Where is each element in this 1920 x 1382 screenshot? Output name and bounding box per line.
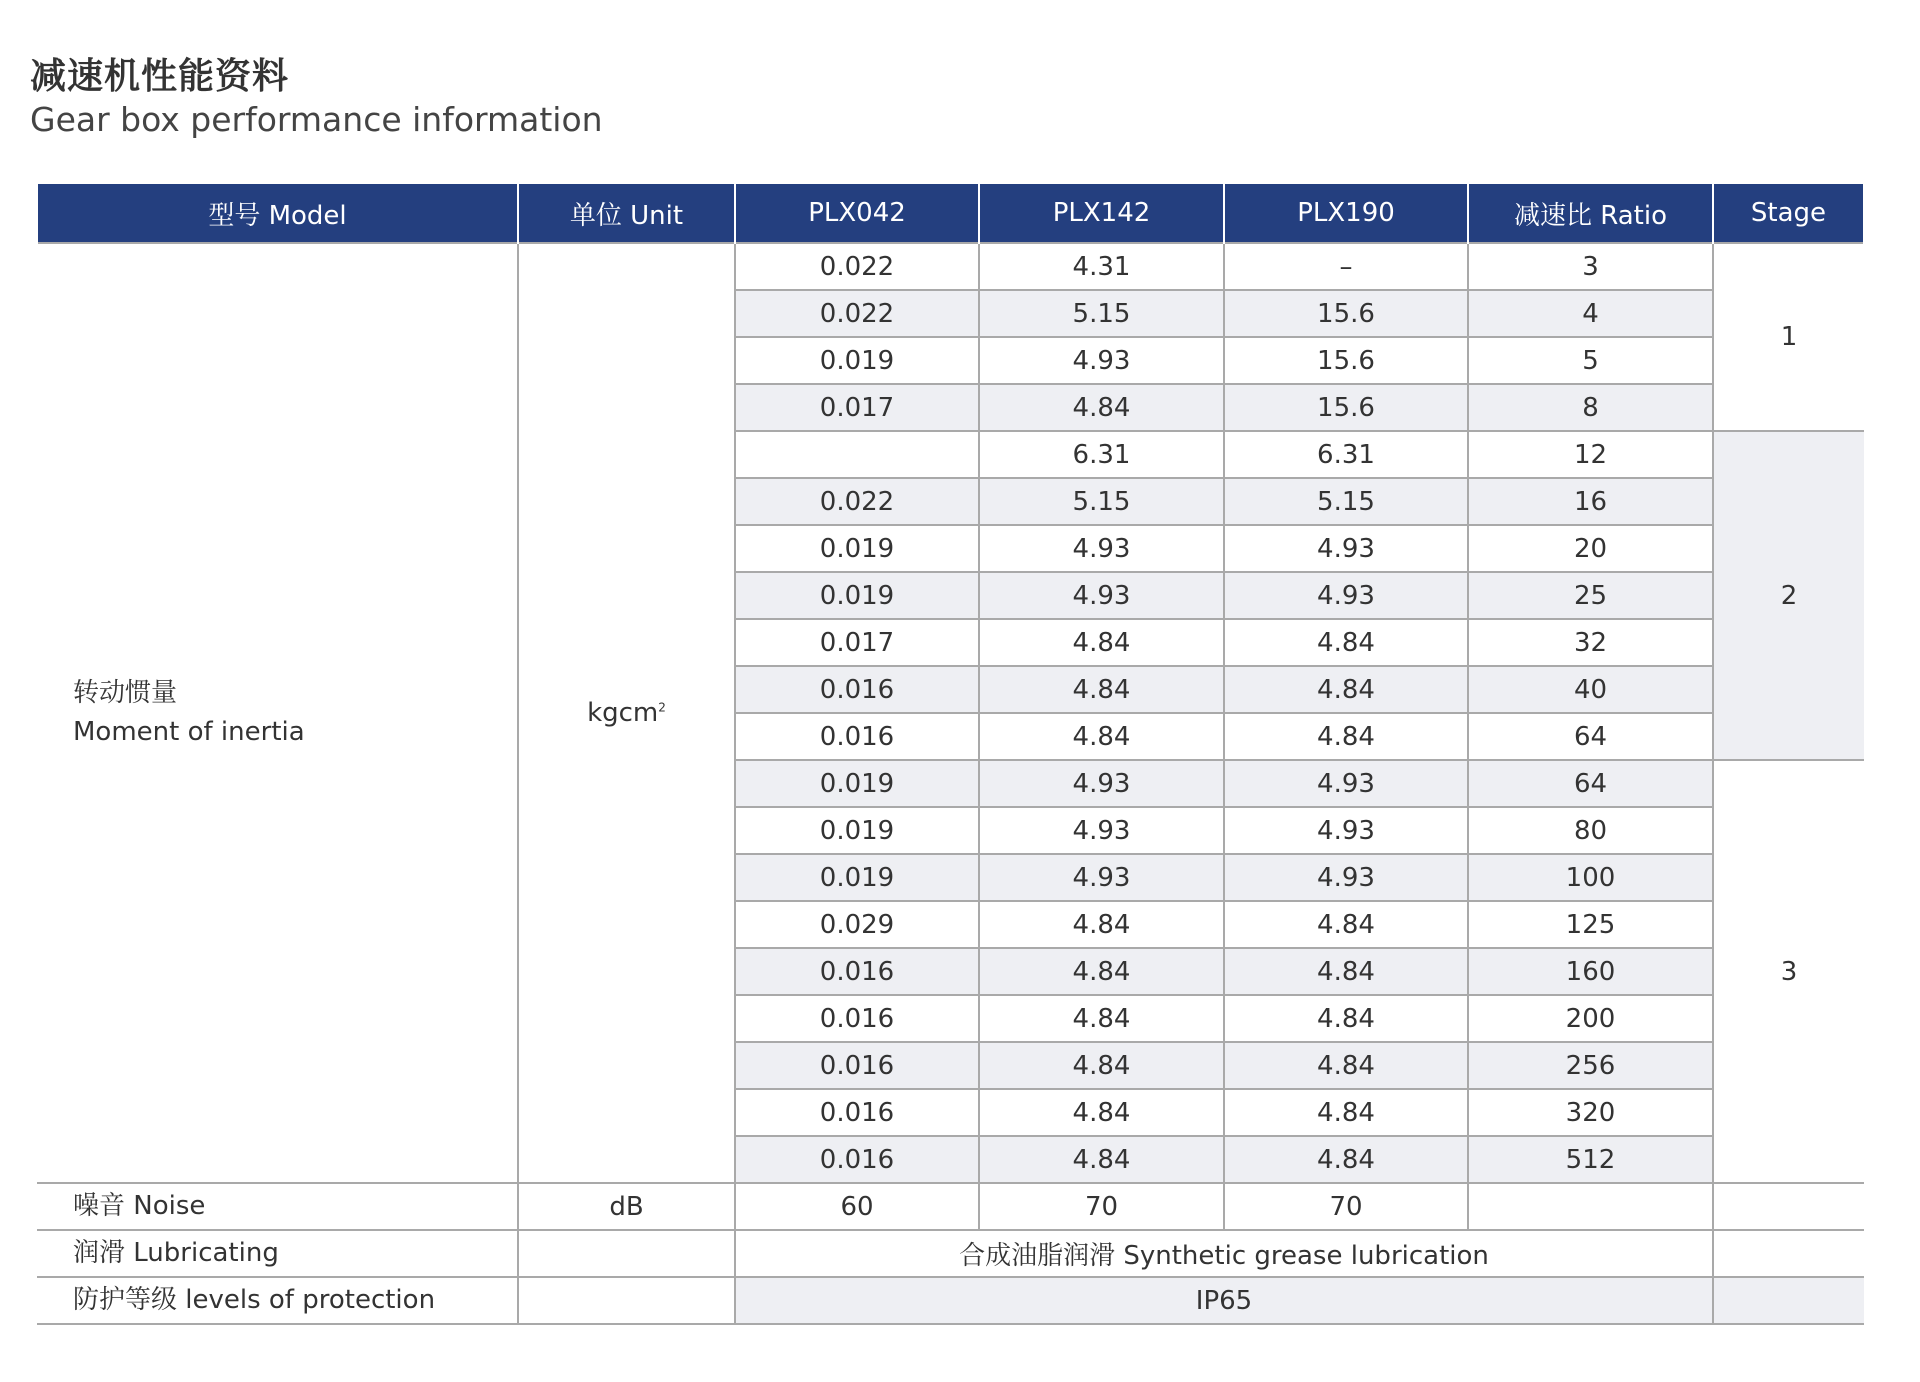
header-ratio: 减速比 Ratio <box>1468 184 1713 243</box>
cell-plx042: 0.022 <box>735 290 979 337</box>
cell-plx042: 0.016 <box>735 713 979 760</box>
cell-plx190: 4.84 <box>1224 619 1468 666</box>
cell-plx042: 0.019 <box>735 572 979 619</box>
cell-ratio: 20 <box>1468 525 1713 572</box>
cell-plx142: 4.93 <box>979 807 1224 854</box>
cell-ratio: 512 <box>1468 1136 1713 1183</box>
cell-plx042: 0.016 <box>735 995 979 1042</box>
cell-plx142: 4.84 <box>979 995 1224 1042</box>
noise-ratio-empty <box>1468 1183 1713 1230</box>
cell-ratio: 100 <box>1468 854 1713 901</box>
header-model: 型号 Model <box>37 184 518 243</box>
cell-plx190: 4.84 <box>1224 1089 1468 1136</box>
cell-plx190: 4.84 <box>1224 948 1468 995</box>
cell-ratio: 64 <box>1468 760 1713 807</box>
cell-plx190: 4.84 <box>1224 1136 1468 1183</box>
cell-plx190: 4.93 <box>1224 854 1468 901</box>
noise-plx142: 70 <box>979 1183 1224 1230</box>
cell-plx190: 4.84 <box>1224 901 1468 948</box>
cell-plx042: 0.016 <box>735 666 979 713</box>
cell-ratio: 32 <box>1468 619 1713 666</box>
cell-plx142: 4.31 <box>979 243 1224 290</box>
page-title-cn: 减速机性能资料 <box>30 56 290 97</box>
cell-plx042: 0.019 <box>735 854 979 901</box>
lubricating-row <box>37 1230 1864 1277</box>
noise-stage-empty <box>1713 1183 1864 1230</box>
cell-ratio: 125 <box>1468 901 1713 948</box>
cell-plx190: 5.15 <box>1224 478 1468 525</box>
protection-unit-empty <box>518 1277 735 1324</box>
table-header-row <box>37 184 1864 243</box>
cell-plx042: 0.016 <box>735 1136 979 1183</box>
gearbox-performance-table <box>36 184 1865 1325</box>
cell-plx190: 15.6 <box>1224 337 1468 384</box>
stage-cell: 2 <box>1713 431 1864 760</box>
cell-plx042: 0.016 <box>735 948 979 995</box>
cell-plx142: 4.93 <box>979 854 1224 901</box>
cell-ratio: 12 <box>1468 431 1713 478</box>
cell-plx042: 0.017 <box>735 619 979 666</box>
cell-plx142: 4.84 <box>979 666 1224 713</box>
cell-plx142: 4.93 <box>979 572 1224 619</box>
noise-plx042: 60 <box>735 1183 979 1230</box>
inertia-label-en: Moment of inertia <box>73 717 305 747</box>
cell-ratio: 16 <box>1468 478 1713 525</box>
cell-plx042: 0.017 <box>735 384 979 431</box>
header-plx142: PLX142 <box>979 184 1224 243</box>
cell-ratio: 320 <box>1468 1089 1713 1136</box>
cell-plx142: 4.84 <box>979 713 1224 760</box>
noise-row <box>37 1183 1864 1230</box>
inertia-label-cell <box>37 243 518 1183</box>
cell-ratio: 25 <box>1468 572 1713 619</box>
cell-plx042 <box>735 431 979 478</box>
cell-plx042: 0.019 <box>735 337 979 384</box>
cell-plx190: 4.84 <box>1224 713 1468 760</box>
cell-plx042: 0.019 <box>735 525 979 572</box>
protection-row <box>37 1277 1864 1324</box>
cell-plx190: 4.93 <box>1224 525 1468 572</box>
cell-ratio: 5 <box>1468 337 1713 384</box>
cell-plx142: 6.31 <box>979 431 1224 478</box>
cell-plx142: 4.84 <box>979 384 1224 431</box>
cell-plx190: – <box>1224 243 1468 290</box>
stage-cell: 3 <box>1713 760 1864 1183</box>
inertia-unit-superscript: 2 <box>658 700 666 715</box>
cell-plx190: 4.93 <box>1224 760 1468 807</box>
cell-ratio: 160 <box>1468 948 1713 995</box>
cell-ratio: 40 <box>1468 666 1713 713</box>
table-body <box>37 243 1864 1324</box>
cell-plx042: 0.019 <box>735 760 979 807</box>
cell-ratio: 8 <box>1468 384 1713 431</box>
header-stage: Stage <box>1713 184 1864 243</box>
cell-plx042: 0.016 <box>735 1089 979 1136</box>
cell-plx142: 4.84 <box>979 901 1224 948</box>
table-row <box>37 243 1864 290</box>
cell-plx142: 4.93 <box>979 337 1224 384</box>
protection-value: IP65 <box>735 1277 1713 1324</box>
cell-plx042: 0.016 <box>735 1042 979 1089</box>
noise-label: 噪音 Noise <box>37 1183 518 1230</box>
cell-plx142: 5.15 <box>979 478 1224 525</box>
cell-plx142: 4.84 <box>979 1136 1224 1183</box>
cell-ratio: 4 <box>1468 290 1713 337</box>
cell-plx190: 4.84 <box>1224 995 1468 1042</box>
cell-ratio: 80 <box>1468 807 1713 854</box>
header-plx042: PLX042 <box>735 184 979 243</box>
cell-plx190: 4.93 <box>1224 807 1468 854</box>
lubricating-stage-empty <box>1713 1230 1864 1277</box>
cell-plx142: 4.84 <box>979 1042 1224 1089</box>
cell-plx042: 0.022 <box>735 243 979 290</box>
inertia-label-cn: 转动惯量 <box>73 678 178 708</box>
inertia-unit: kgcm <box>587 698 659 728</box>
cell-plx142: 4.84 <box>979 619 1224 666</box>
cell-plx142: 4.93 <box>979 760 1224 807</box>
page-title-en: Gear box performance information <box>30 100 603 139</box>
cell-ratio: 256 <box>1468 1042 1713 1089</box>
cell-ratio: 64 <box>1468 713 1713 760</box>
cell-ratio: 3 <box>1468 243 1713 290</box>
cell-plx142: 5.15 <box>979 290 1224 337</box>
cell-plx142: 4.93 <box>979 525 1224 572</box>
header-unit: 单位 Unit <box>518 184 735 243</box>
protection-label: 防护等级 levels of protection <box>37 1277 518 1324</box>
noise-unit: dB <box>518 1183 735 1230</box>
header-plx190: PLX190 <box>1224 184 1468 243</box>
lubricating-label: 润滑 Lubricating <box>37 1230 518 1277</box>
cell-plx190: 15.6 <box>1224 384 1468 431</box>
cell-plx190: 4.84 <box>1224 1042 1468 1089</box>
lubricating-unit-empty <box>518 1230 735 1277</box>
noise-plx190: 70 <box>1224 1183 1468 1230</box>
cell-ratio: 200 <box>1468 995 1713 1042</box>
cell-plx190: 4.84 <box>1224 666 1468 713</box>
inertia-unit-cell <box>518 243 735 1183</box>
lubricating-value: 合成油脂润滑 Synthetic grease lubrication <box>735 1230 1713 1277</box>
stage-cell: 1 <box>1713 243 1864 431</box>
cell-plx190: 15.6 <box>1224 290 1468 337</box>
cell-plx142: 4.84 <box>979 1089 1224 1136</box>
cell-plx190: 6.31 <box>1224 431 1468 478</box>
protection-stage-empty <box>1713 1277 1864 1324</box>
cell-plx042: 0.022 <box>735 478 979 525</box>
cell-plx042: 0.029 <box>735 901 979 948</box>
cell-plx190: 4.93 <box>1224 572 1468 619</box>
cell-plx142: 4.84 <box>979 948 1224 995</box>
cell-plx042: 0.019 <box>735 807 979 854</box>
